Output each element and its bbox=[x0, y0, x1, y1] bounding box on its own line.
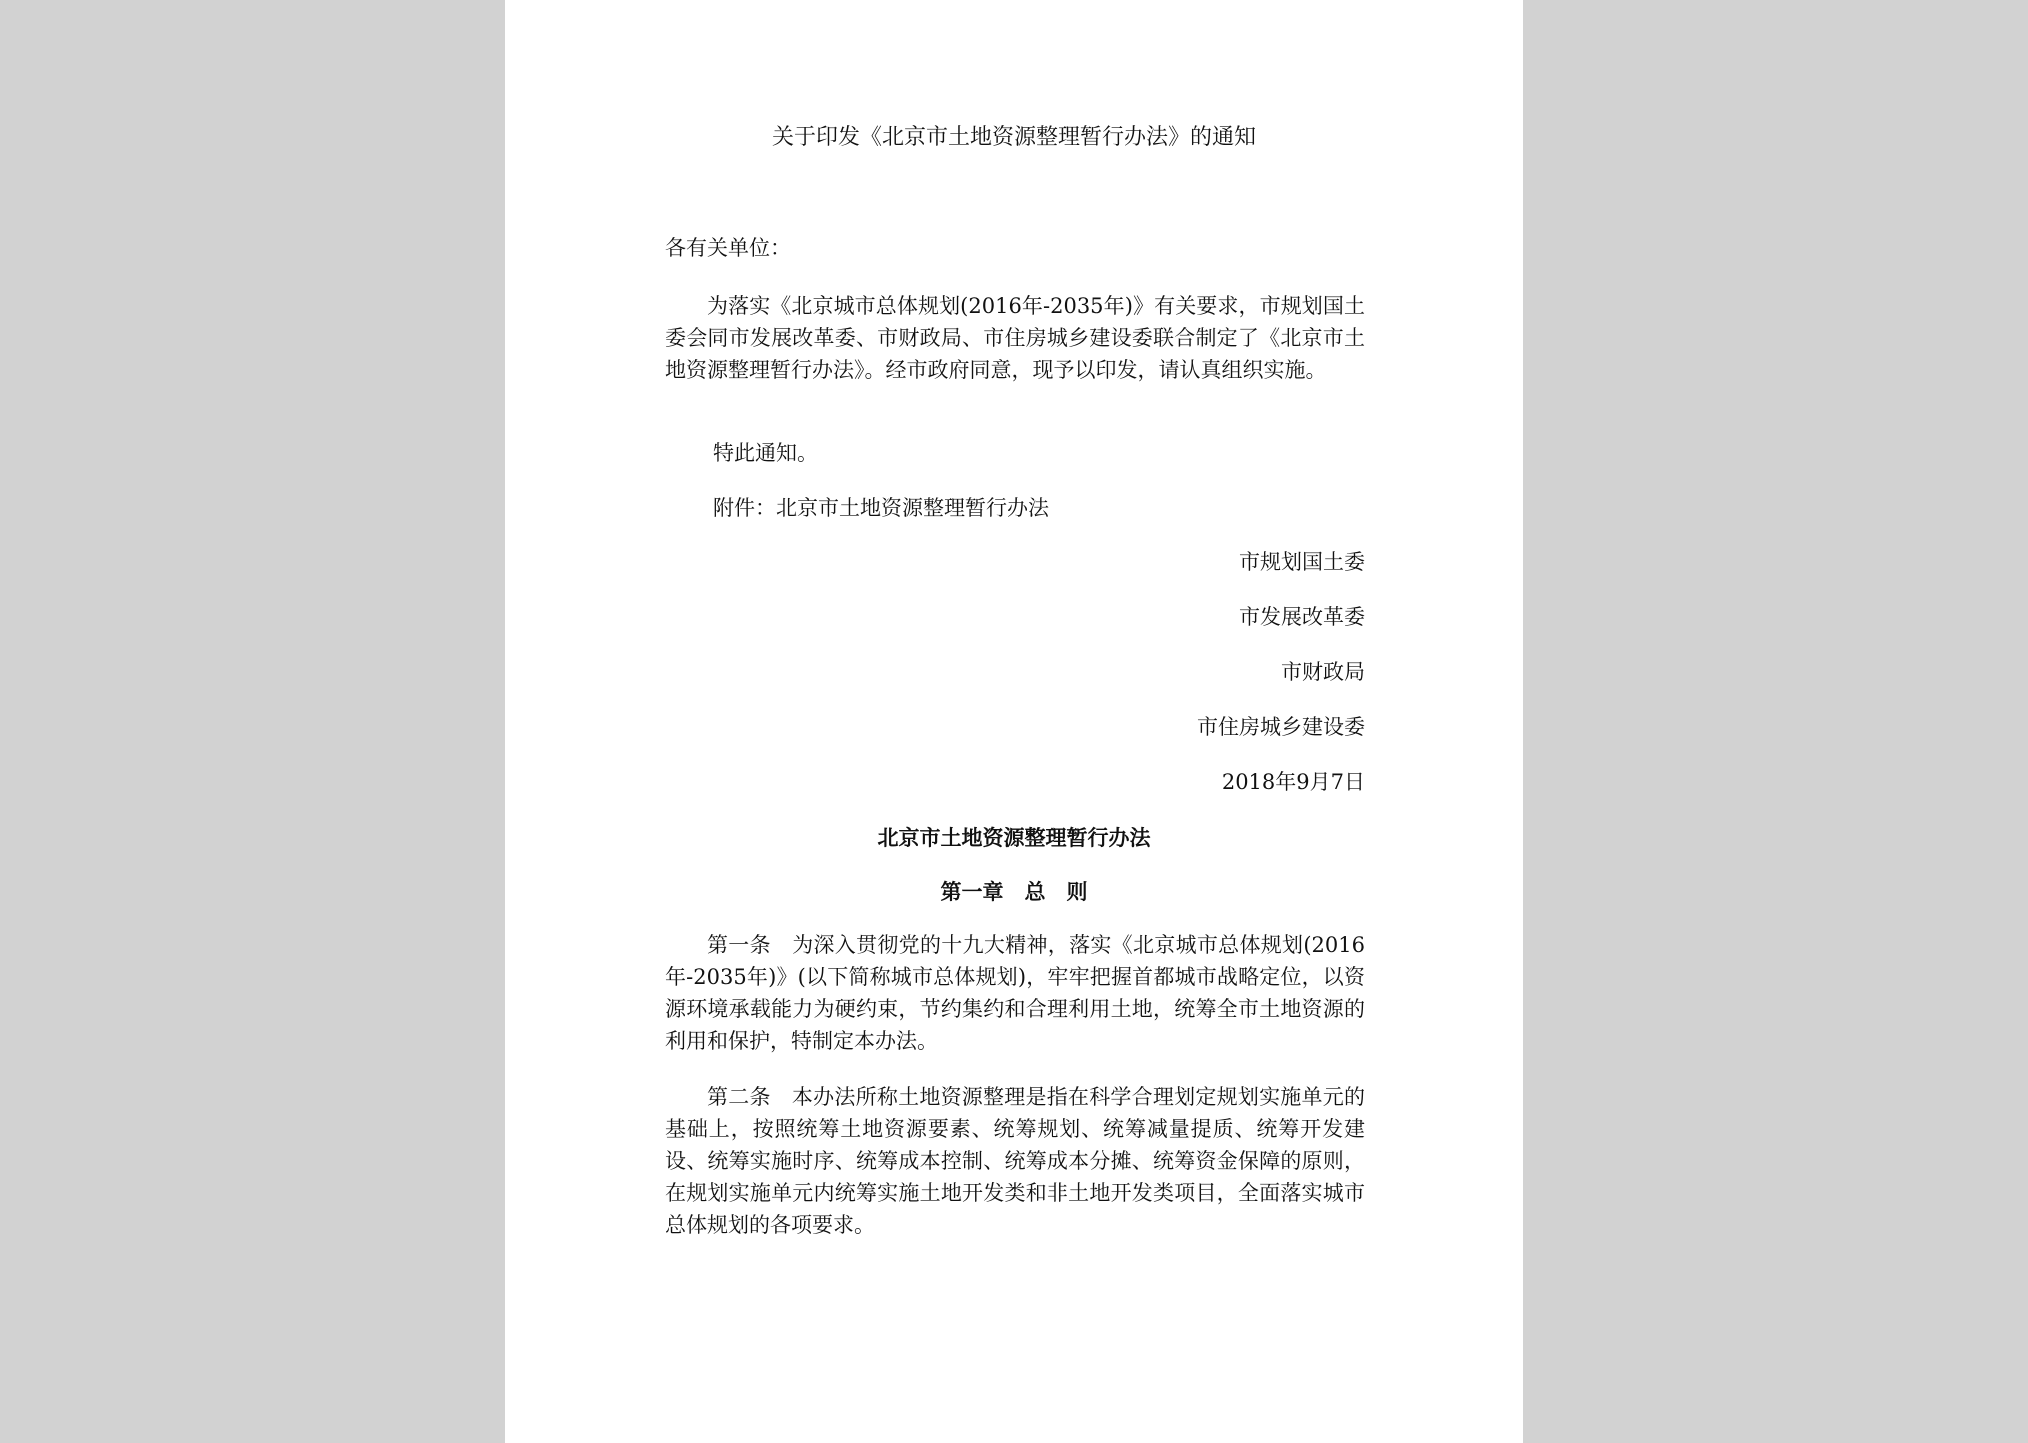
document-page bbox=[505, 0, 1523, 1443]
notice-title: 关于印发《北京市土地资源整理暂行办法》的通知 bbox=[771, 125, 1256, 150]
article-2: 第二条 本办法所称土地资源整理是指在科学合理划定规划实施单元的基础上，按照统筹土地资源要素、统筹规划、统筹减量提质、统筹开发建设、统筹实施时序、统筹成本控制、统筹成本分摊、统筹资金保障的原则，在规划实施单元内统筹实施土地开发类和非土地开发类项目，全面落实城市总体规划的各项要求。 bbox=[665, 1085, 1365, 1237]
article-1: 第一条 为深入贯彻党的十九大精神，落实《北京城市总体规划(2016年-2035年)》(以下简称城市总体规划)，牢牢把握首都城市战略定位，以资源环境承载能力为硬约束，节约集约和合理利用土地，统筹全市土地资源的利用和保护，特制定本办法。 bbox=[665, 933, 1365, 1053]
intro-paragraph: 为落实《北京城市总体规划(2016年-2035年)》有关要求，市规划国土委会同市发展改革委、市财政局、市住房城乡建设委联合制定了《北京市土地资源整理暂行办法》。经市政府同意，现予以印发，请认真组织实施。 bbox=[665, 294, 1365, 382]
signatory-3: 市财政局 bbox=[1281, 660, 1365, 684]
signatory-4: 市住房城乡建设委 bbox=[1197, 715, 1365, 739]
measure-title: 北京市土地资源整理暂行办法 bbox=[877, 825, 1151, 850]
attachment-line: 附件：北京市土地资源整理暂行办法 bbox=[713, 496, 1049, 520]
chapter-title: 第一章 总 则 bbox=[940, 879, 1088, 904]
notice-closing: 特此通知。 bbox=[713, 441, 818, 465]
notice-date: 2018年9月7日 bbox=[1221, 770, 1365, 794]
signatory-2: 市发展改革委 bbox=[1239, 605, 1365, 629]
signatory-1: 市规划国土委 bbox=[1239, 550, 1365, 574]
salutation: 各有关单位： bbox=[665, 236, 791, 260]
